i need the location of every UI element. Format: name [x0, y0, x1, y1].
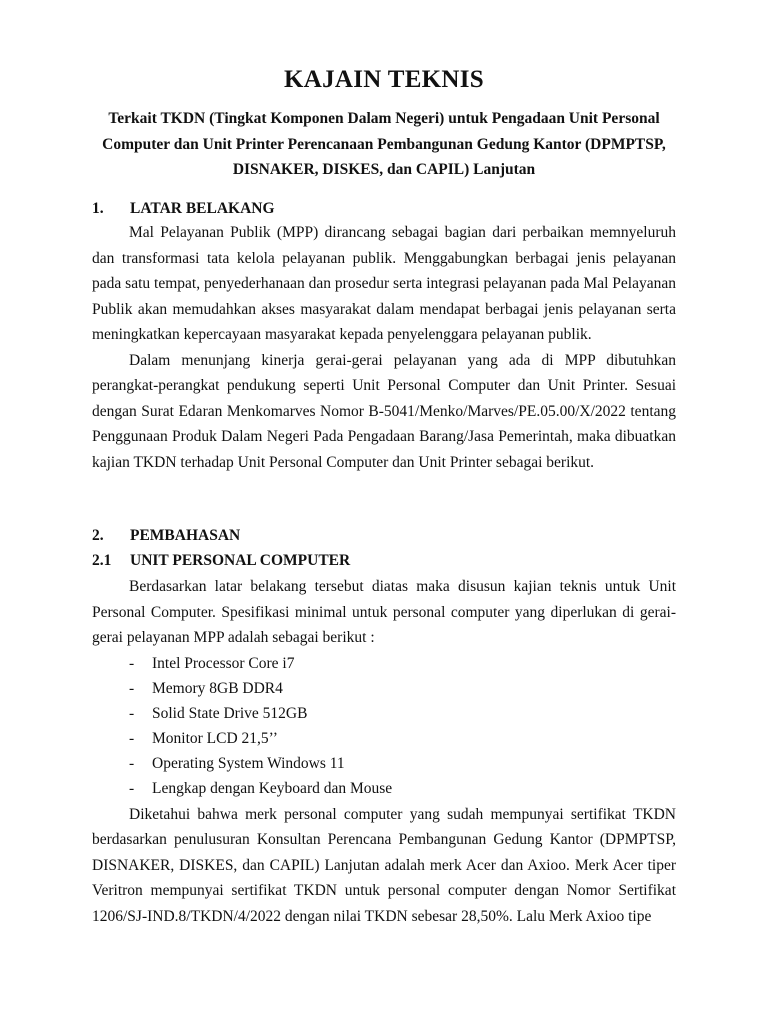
section-title: PEMBAHASAN: [130, 527, 241, 544]
spec-text: Operating System Windows 11: [152, 755, 345, 773]
subsection-number: 2.1: [92, 552, 112, 569]
paragraph-background-1: Mal Pelayanan Publik (MPP) dirancang sebagai bagian dari perbaikan memnyeluruh dan transformasi tata kelola pelayanan publik. Menggabungkan berbagai jenis pelayanan pada satu tempat, penyederhanaan dan prosedur serta integrasi pelayanan pada Mal Pelayanan Publik akan memudahkan akses masyarakat dalam mendapat berbagai jenis pelayanan serta meningkatkan kepercayaan masyarakat kepada penyelenggara pelayanan publik.: [92, 224, 676, 343]
spec-text: Memory 8GB DDR4: [152, 679, 283, 697]
list-item: [92, 751, 676, 776]
section-1: [92, 198, 676, 475]
list-item: [92, 651, 676, 676]
list-bullet: -: [129, 679, 135, 697]
spec-text: Lengkap dengan Keyboard dan Mouse: [152, 780, 393, 798]
paragraph-pc-intro: Berdasarkan latar belakang tersebut diatas maka disusun kajian teknis untuk Unit Personal Computer. Spesifikasi minimal untuk personal computer yang diperlukan di gerai-gerai pelayanan MPP adalah sebagai berikut :: [92, 578, 676, 646]
subsection-2-1-heading: [92, 548, 676, 574]
section-2-heading: [92, 524, 676, 548]
spec-text: Monitor LCD 21,5’’: [152, 730, 278, 748]
spec-list: [92, 651, 676, 802]
list-item: [92, 701, 676, 726]
section-number: 1.: [92, 200, 104, 217]
list-item: [92, 676, 676, 701]
list-item: [92, 726, 676, 751]
section-1-heading: [92, 198, 676, 220]
document-subtitle: Terkait TKDN (Tingkat Komponen Dalam Negeri) untuk Pengadaan Unit Personal Computer dan Unit Printer Perencanaan Pembangunan Gedung Kantor (DPMPTSP, DISNAKER, DISKES, dan CAPIL) Lanjutan: [102, 110, 666, 178]
paragraph-pc-tkdn: Diketahui bahwa merk personal computer yang sudah mempunyai sertifikat TKDN berdasarkan penulusuran Konsultan Perencana Pembangunan Gedung Kantor (DPMPTSP, DISNAKER, DISKES, dan CAPIL) Lanjutan adalah merk Acer dan Axioo. Merk Acer tiper Veritron mempunyai sertifikat TKDN untuk personal computer dengan Nomor Sertifikat 1206/SJ-IND.8/TKDN/4/2022 dengan nilai TKDN sebesar 28,50%. Lalu Merk Axioo tipe: [92, 805, 676, 925]
section-title: LATAR BELAKANG: [130, 200, 275, 217]
list-bullet: -: [129, 654, 135, 672]
list-bullet: -: [129, 704, 135, 722]
spec-text: Solid State Drive 512GB: [152, 704, 308, 722]
list-item: [92, 776, 676, 801]
paragraph-background-2: Dalam menunjang kinerja gerai-gerai pelayanan yang ada di MPP dibutuhkan perangkat-perangkat pendukung seperti Unit Personal Computer dan Unit Printer. Sesuai dengan Surat Edaran Menkomarves Nomor B-5041/Menko/Marves/PE.05.00/X/2022 tentang Penggunaan Produk Dalam Negeri Pada Pengadaan Barang/Jasa Pemerintah, maka dibuatkan kajian TKDN terhadap Unit Personal Computer dan Unit Printer sebagai berikut.: [92, 351, 676, 471]
section-2: [92, 524, 676, 929]
spec-text: Intel Processor Core i7: [152, 654, 295, 672]
list-bullet: -: [129, 755, 135, 773]
list-bullet: -: [129, 780, 135, 798]
section-number: 2.: [92, 527, 104, 544]
list-bullet: -: [129, 730, 135, 748]
subsection-title: UNIT PERSONAL COMPUTER: [130, 552, 351, 569]
document-title: KAJAIN TEKNIS: [283, 66, 485, 93]
